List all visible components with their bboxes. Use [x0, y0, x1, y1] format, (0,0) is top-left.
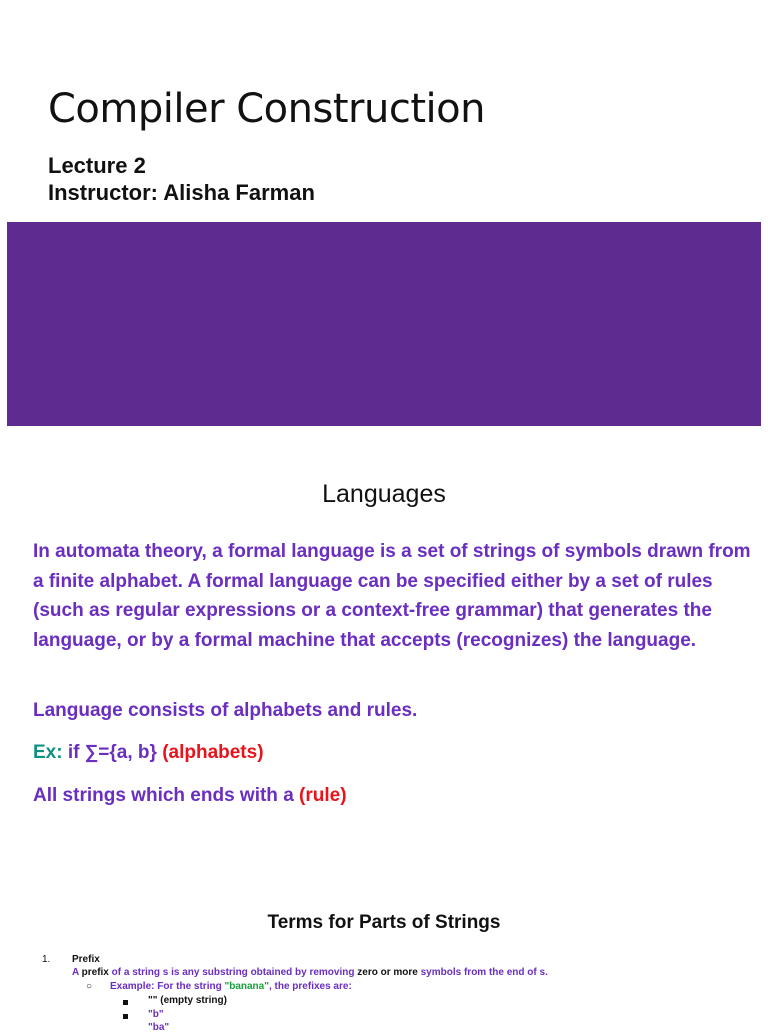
- languages-heading: Languages: [322, 480, 446, 508]
- lecture-number: Lecture 2: [48, 153, 146, 178]
- language-consists-text: Language consists of alphabets and rules.: [33, 700, 418, 721]
- alphabets-label: (alphabets): [162, 742, 264, 763]
- purple-banner: [7, 222, 761, 426]
- square-bullet-icon: [123, 1014, 128, 1019]
- alphabet-example: [33, 740, 753, 766]
- list-number: 1.: [42, 954, 51, 965]
- rule-example: [33, 783, 753, 809]
- circle-bullet-icon: ○: [86, 981, 93, 992]
- ex-label: Ex:: [33, 742, 63, 763]
- prefix-item: "ba": [148, 1022, 170, 1033]
- prefix-definition: A prefix of a string s is any substring obtained by removing zero or more symbols from the end of s.: [72, 967, 548, 978]
- prefix-item: "b": [148, 1009, 164, 1020]
- formal-language-paragraph: In automata theory, a formal language is a set of strings of symbols drawn from a finite alphabet. A formal language can be specified either by a set of rules (such as regular expressions or a context-free grammar) that generates the language, or by a formal machine that accepts (recognizes) the language.: [33, 541, 751, 651]
- rule-text: All strings which ends with a: [33, 785, 300, 806]
- alphabet-set: if ∑={a, b}: [62, 742, 163, 763]
- rule-label: (rule): [299, 785, 347, 806]
- prefix-example: Example: For the string "banana", the prefixes are:: [110, 981, 352, 992]
- terms-heading: Terms for Parts of Strings: [267, 912, 501, 933]
- square-bullet-icon: [123, 1000, 128, 1005]
- instructor-name: Instructor: Alisha Farman: [48, 180, 315, 205]
- prefix-item: "" (empty string): [148, 995, 227, 1006]
- page-title: Compiler Construction: [48, 86, 485, 132]
- lecture-info: [48, 152, 315, 206]
- prefix-title: Prefix: [72, 954, 100, 965]
